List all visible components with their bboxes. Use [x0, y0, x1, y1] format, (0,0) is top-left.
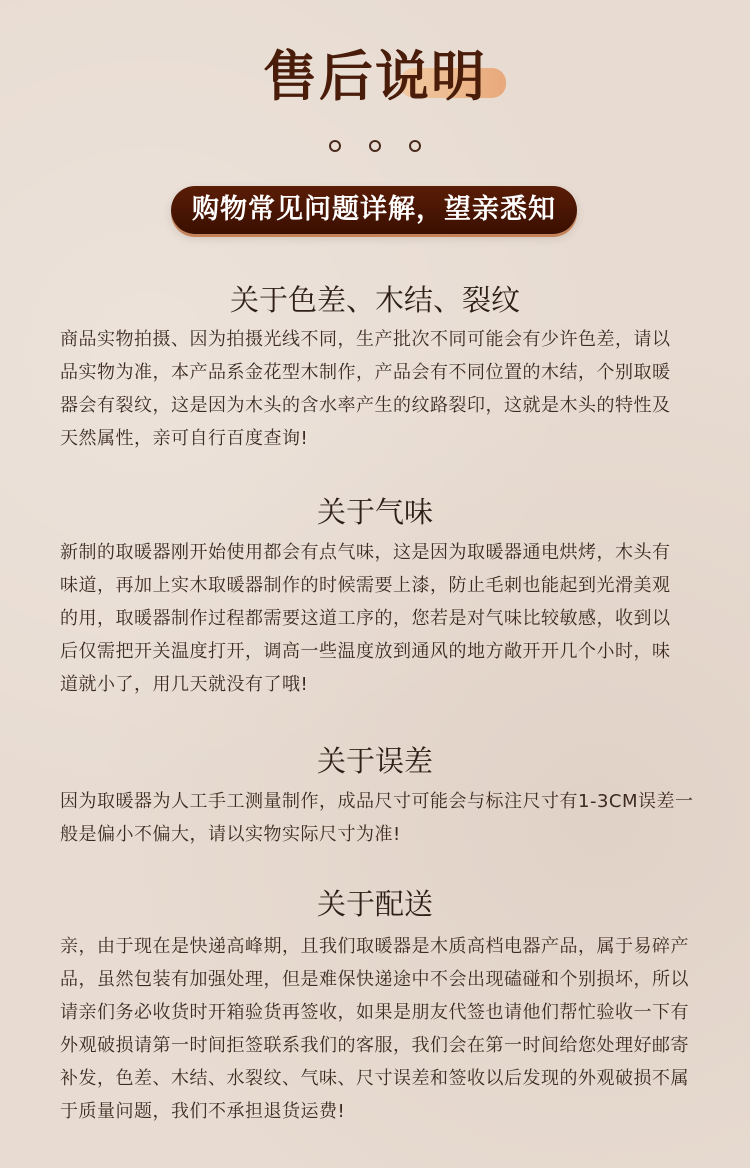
section-title-odor: 关于气味: [316, 495, 433, 529]
text-line: 般是偏小不偏大，请以实物实际尺寸为准!: [60, 824, 401, 845]
text-line: 器会有裂纹，这是因为木头的含水率产生的纹路裂印，这就是木头的特性及: [60, 395, 671, 416]
dot-icon: [369, 140, 381, 152]
text-line: 天然属性，亲可自行百度查询!: [60, 428, 309, 449]
section-text-color-knots-cracks: [60, 323, 700, 455]
section-title-color-knots-cracks: 关于色差、木结、裂纹: [229, 283, 520, 317]
section-text-delivery: [60, 930, 700, 1128]
text-line: 后仅需把开关温度打开，调高一些温度放到通风的地方敞开开几个小时，味: [60, 641, 671, 662]
dot-icon: [409, 140, 421, 152]
page-title: 售后说明: [263, 45, 487, 108]
text-line: 新制的取暖器刚开始使用都会有点气味，这是因为取暖器通电烘烤，木头有: [60, 542, 671, 563]
text-line: 品，虽然包装有加强处理，但是难保快递途中不会出现磕碰和个别损坏，所以: [60, 969, 689, 990]
text-line: 味道，再加上实木取暖器制作的时候需要上漆，防止毛刺也能起到光滑美观: [60, 575, 671, 596]
section-title-delivery: 关于配送: [316, 887, 433, 921]
text-line: 外观破损请第一时间拒签联系我们的客服，我们会在第一时间给您处理好邮寄: [60, 1035, 689, 1056]
decorative-dots: [0, 140, 750, 152]
section-text-size-error: [60, 785, 700, 851]
text-line: 品实物为准，本产品系金花型木制作，产品会有不同位置的木结，个别取暖: [60, 362, 671, 383]
dot-icon: [329, 140, 341, 152]
text-line: 因为取暖器为人工手工测量制作，成品尺寸可能会与标注尺寸有1-3CM误差一: [60, 791, 694, 812]
text-line: 请亲们务必收货时开箱验货再签收，如果是朋友代签也请他们帮忙验收一下有: [60, 1002, 689, 1023]
text-line: 于质量问题，我们不承担退货运费!: [60, 1101, 346, 1122]
section-title-size-error: 关于误差: [316, 744, 433, 778]
text-line: 道就小了，用几天就没有了哦!: [60, 674, 309, 695]
text-line: 亲，由于现在是快递高峰期，且我们取暖器是木质高档电器产品，属于易碎产: [60, 936, 689, 957]
faq-banner: 购物常见问题详解，望亲悉知: [171, 186, 577, 234]
text-line: 商品实物拍摄、因为拍摄光线不同，生产批次不同可能会有少许色差，请以: [60, 329, 671, 350]
section-text-odor: [60, 536, 700, 701]
text-line: 补发，色差、木结、水裂纹、气味、尺寸误差和签收以后发现的外观破损不属: [60, 1068, 689, 1089]
text-line: 的用，取暖器制作过程都需要这道工序的，您若是对气味比较敏感，收到以: [60, 608, 671, 629]
page-header: [0, 28, 750, 108]
